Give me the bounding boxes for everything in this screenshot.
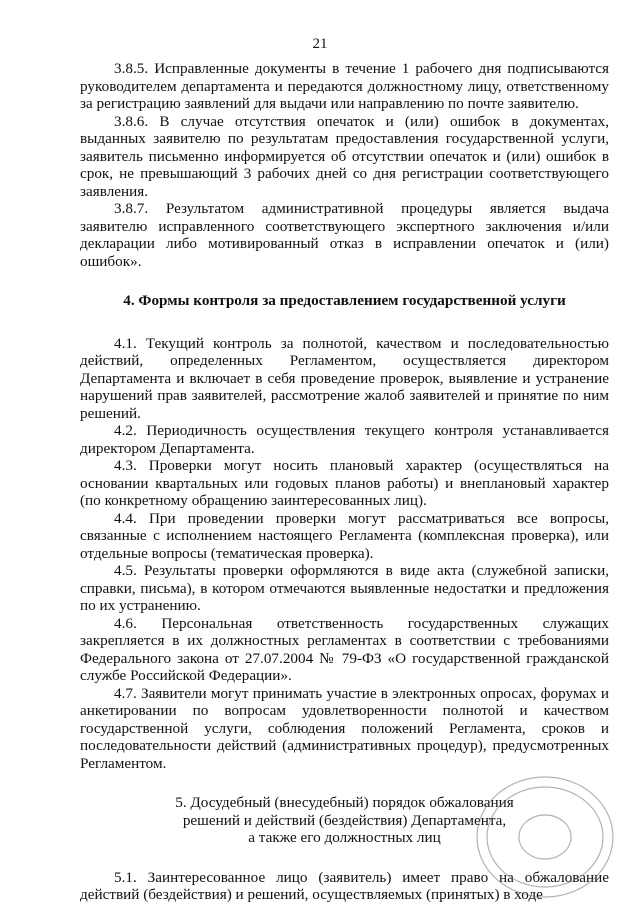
paragraph-3-8-6: 3.8.6. В случае отсутствия опечаток и (или) ошибок в документах, выданных заявителю по результатам предоставления государственной услуги, заявитель письменно информируется об отсутствии опечаток и (или) ошибок в срок, не превышающий 3 рабочих дней со дня регистрации соответствующего заявления. (80, 112, 609, 200)
paragraph-4-2: 4.2. Периодичность осуществления текущего контроля устанавливается директором Департамента. (80, 422, 609, 457)
document-body (80, 60, 609, 904)
paragraph-4-6: 4.6. Персональная ответственность государственных служащих закрепляется в их должностных регламентах в соответствии с требованиями Федерального закона от 27.07.2004 № 79-ФЗ «О государственной гражданской службе Российской Федерации». (80, 614, 609, 684)
section-5-heading-line: решений и действий (бездействия) Департамента, (182, 811, 507, 829)
section-5-heading (80, 794, 609, 847)
paragraph-4-5: 4.5. Результаты проверки оформляются в виде акта (служебной записки, справки, письма), в котором отмечаются выявленные недостатки и предложения по их устранению. (80, 562, 609, 614)
paragraph-3-8-7: 3.8.7. Результатом административной процедуры является выдача заявителю исправленного соответствующего экспертного заключения и/или декларации либо мотивированный отказ в исправлении опечаток и (или) ошибок». (80, 200, 609, 270)
section-5-heading-line: 5. Досудебный (внесудебный) порядок обжалования (175, 794, 514, 811)
paragraph-5-1: 5.1. Заинтересованное лицо (заявитель) имеет право на обжалование действий (бездействия) и решений, осуществляемых (принятых) в ходе (80, 868, 609, 903)
paragraph-4-7: 4.7. Заявители могут принимать участие в электронных опросах, форумах и анкетировании по вопросам удовлетворенности полнотой и качеством государственной услуги, соблюдения положений Регламента, сроков и последовательности действий (административных процедур), предусмотренных Регламентом. (80, 684, 609, 772)
paragraph-4-1: 4.1. Текущий контроль за полнотой, качеством и последовательностью действий, определенных Регламентом, осуществляется директором Департамента и включает в себя проведение проверок, выявление и устранение нарушений прав заявителей, рассмотрение жалоб заявителей и принятие по ним решений. (80, 334, 609, 422)
section-4-heading: 4. Формы контроля за предоставлением государственной услуги (123, 292, 566, 309)
paragraph-4-4: 4.4. При проведении проверки могут рассматриваться все вопросы, связанные с исполнением настоящего Регламента (комплексная проверка), или отдельные вопросы (тематическая проверка). (80, 509, 609, 562)
section-5-heading-line: а также его должностных лиц (248, 829, 441, 846)
paragraph-4-3: 4.3. Проверки могут носить плановый характер (осуществляться на основании квартальных или годовых планов работы) и внеплановый характер (по конкретному обращению заинтересованных лиц). (80, 457, 609, 509)
page-number: 21 (312, 36, 328, 52)
paragraph-3-8-5: 3.8.5. Исправленные документы в течение 1 рабочего дня подписываются руководителем департамента и передаются должностному лицу, ответственному за регистрацию заявлений для выдачи или направлению по почте заявителю. (80, 60, 609, 112)
